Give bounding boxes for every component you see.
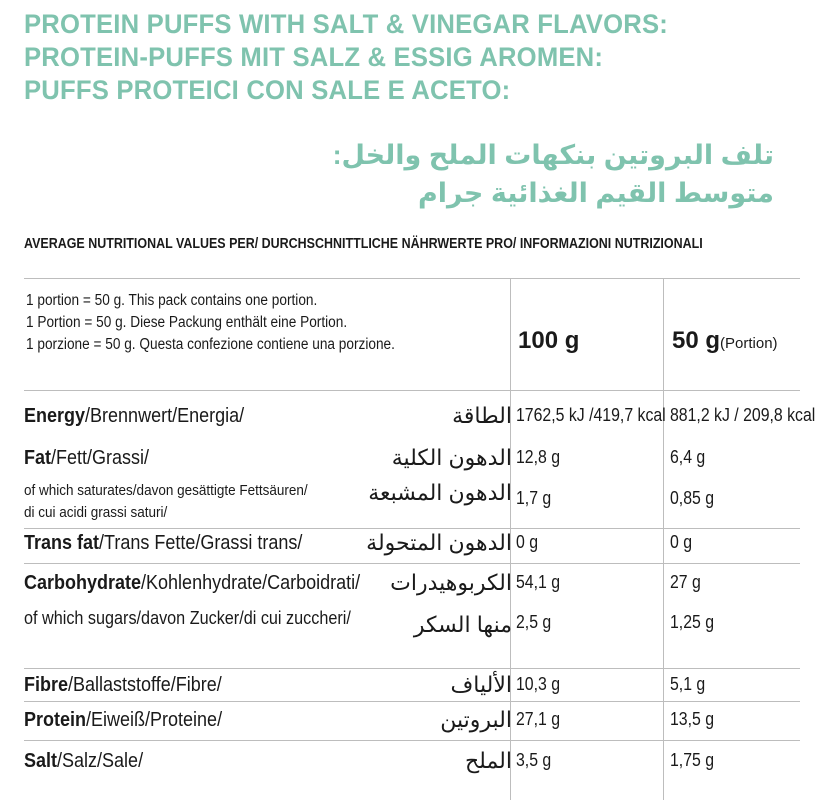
heading-italian: PUFFS PROTEICI CON SALE E ACETO:: [24, 75, 511, 105]
table-top-border: [24, 278, 800, 279]
nutrient-arabic: منها السكر: [413, 612, 512, 637]
value-per-100g: 54,1 g: [516, 572, 561, 592]
value-per-100g: 1,7 g: [516, 488, 552, 508]
value-per-portion: 6,4 g: [670, 447, 706, 467]
nutrient-translations-line2: di cui acidi grassi saturi/: [24, 504, 168, 521]
value-per-portion: 27 g: [670, 572, 701, 592]
value-per-portion: 881,2 kJ / 209,8 kcal: [670, 405, 815, 425]
nutrient-translations: /Salz/Sale/: [57, 750, 144, 772]
nutrient-name: Protein: [24, 709, 87, 731]
heading-arabic-1: تلف البروتين بنكهات الملح والخل:: [332, 140, 774, 170]
column-header-100g: 100 g: [518, 327, 580, 354]
nutrient-translations: /Ballaststoffe/Fibre/: [68, 674, 222, 696]
portion-info-en: 1 portion = 50 g. This pack contains one portion.: [26, 292, 318, 309]
portion-info-de: 1 Portion = 50 g. Diese Packung enthält eine Portion.: [26, 314, 348, 331]
nutrient-translations: /Trans Fette/Grassi trans/: [99, 532, 303, 554]
average-values-line: AVERAGE NUTRITIONAL VALUES PER/ DURCHSCHNITTLICHE NÄHRWERTE PRO/ INFORMAZIONI NUTRIZIONALI: [24, 236, 703, 252]
portion-info: [26, 290, 506, 356]
row-divider-fibre: [24, 668, 800, 669]
value-per-100g: 1762,5 kJ /419,7 kcal: [516, 405, 666, 425]
portion-info-it: 1 porzione = 50 g. Questa confezione contiene una porzione.: [26, 336, 395, 353]
heading-arabic-2: متوسط القيم الغذائية جرام: [418, 178, 774, 208]
heading-german: PROTEIN-PUFFS MIT SALZ & ESSIG AROMEN:: [24, 42, 604, 72]
value-per-portion: 0,85 g: [670, 488, 715, 508]
nutrient-name: Fat: [24, 447, 51, 469]
value-per-100g: 12,8 g: [516, 447, 561, 467]
nutrient-arabic: الدهون الكلية: [391, 445, 512, 470]
nutrient-arabic: البروتين: [440, 707, 512, 732]
nutrient-arabic: الدهون المتحولة: [366, 530, 512, 555]
nutrient-translations: /Kohlenhydrate/Carboidrati/: [141, 572, 361, 594]
value-per-100g: 0 g: [516, 532, 539, 552]
column-divider-2: [663, 278, 664, 800]
value-per-100g: 10,3 g: [516, 674, 561, 694]
nutrient-arabic: الألياف: [450, 672, 512, 697]
column-header-portion: [672, 327, 778, 355]
nutrient-arabic: الدهون المشبعة: [368, 480, 512, 505]
value-per-100g: 3,5 g: [516, 750, 552, 770]
value-per-portion: 1,25 g: [670, 612, 715, 632]
nutrient-name: Energy: [24, 405, 86, 427]
value-per-portion: 5,1 g: [670, 674, 706, 694]
nutrient-name: Carbohydrate: [24, 572, 142, 594]
row-divider-carbs: [24, 563, 800, 564]
value-per-100g: 2,5 g: [516, 612, 552, 632]
nutrient-translations: /Eiweiß/Proteine/: [86, 709, 223, 731]
nutrient-arabic: الطاقة: [452, 403, 512, 428]
nutrient-translations: /Fett/Grassi/: [51, 447, 150, 469]
arabic-headings: [174, 136, 774, 212]
row-divider-fat-trans: [24, 528, 800, 529]
row-divider-salt: [24, 740, 800, 741]
value-per-portion: 0 g: [670, 532, 693, 552]
nutrient-arabic: الكربوهيدرات: [390, 570, 512, 595]
nutrient-name: Fibre: [24, 674, 69, 696]
value-per-100g: 27,1 g: [516, 709, 561, 729]
nutrient-name: Trans fat: [24, 532, 100, 554]
portion-label: (Portion): [720, 335, 778, 352]
nutrient-translations: of which saturates/davon gesättigte Fettsäuren/: [24, 482, 308, 499]
nutrient-translations: /Brennwert/Energia/: [85, 405, 245, 427]
portion-amount: 50 g: [672, 327, 721, 354]
nutrient-arabic: الملح: [464, 748, 512, 773]
value-per-portion: 1,75 g: [670, 750, 715, 770]
nutrient-name: Salt: [24, 750, 58, 772]
table-header-divider: [24, 390, 800, 391]
product-headings: [24, 8, 784, 107]
nutrient-translations: of which sugars/davon Zucker/di cui zuccheri/: [24, 608, 351, 628]
heading-english: PROTEIN PUFFS WITH SALT & VINEGAR FLAVORS:: [24, 9, 668, 39]
row-divider-protein: [24, 701, 800, 702]
value-per-portion: 13,5 g: [670, 709, 715, 729]
